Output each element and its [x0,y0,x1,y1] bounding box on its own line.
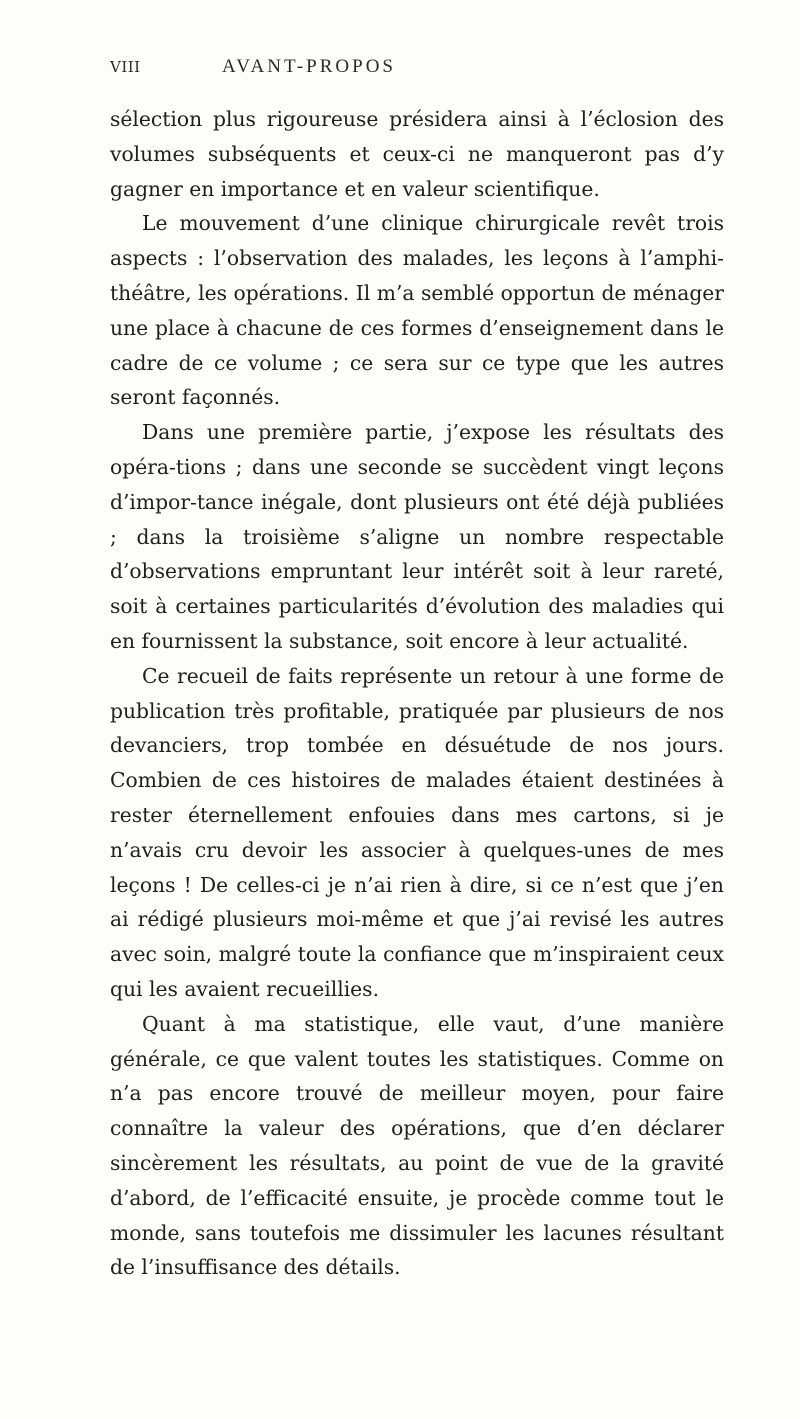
paragraph-statistics: Quant à ma statistique, elle vaut, d’une manière générale, ce que valent toutes les statistiques. Comme on n’a pas encore trouvé de meilleur moyen, pour faire connaître la valeur des opérations, que d’en déclarer sincèrement les résultats, au point de vue de la gravité d’abord, de l’efficacité ensuite, je procède comme tout le monde, sans toutefois me dissimuler les lacunes résultant de l’insuffisance des détails. [110,1011,724,1280]
body-text [110,102,724,1285]
page-number: VIII [110,58,141,76]
running-title: AVANT-PROPOS [222,56,396,77]
paragraph-continuation: sélection plus rigoureuse présidera ainsi à l’éclosion des volumes subséquents et ceux-ci ne manqueront pas d’y gagner en importance et en valeur scientifique. [110,107,724,201]
paragraph-volume-parts: Dans une première partie, j’expose les résultats des opéra-tions ; dans une seconde se succèdent vingt leçons d’impor-tance inégale, dont plusieurs ont été déjà publiées ; dans la troisième s’aligne un nombre respectable d’observations empruntant leur intérêt soit à leur rareté, soit à certaines particularités d’évolution des maladies qui en fournissent la substance, soit encore à leur actualité. [110,420,724,653]
page-header [72,58,732,88]
paragraph-clinic-aspects: Le mouvement d’une clinique chirurgicale revêt trois aspects : l’observation des malades, les leçons à l’amphi-théâtre, les opérations. Il m’a semblé opportun de ménager une place à chacune de ces formes d’enseignement dans le cadre de ce volume ; ce sera sur ce type que les autres seront façonnés. [110,211,724,410]
paragraph-collection-of-facts: Ce recueil de faits représente un retour à une forme de publication très profitable, pratiquée par plusieurs de nos devanciers, trop tombée en désuétude de nos jours. Combien de ces histoires de malades étaient destinées à rester éternellement enfouies dans mes cartons, si je n’avais cru devoir les associer à quelques-unes de mes leçons ! De celles-ci je n’ai rien à dire, si ce n’est que j’en ai rédigé plusieurs moi-même et que j’ai revisé les autres avec soin, malgré toute la confiance que m’inspiraient ceux qui les avaient recueillies. [110,663,724,1001]
